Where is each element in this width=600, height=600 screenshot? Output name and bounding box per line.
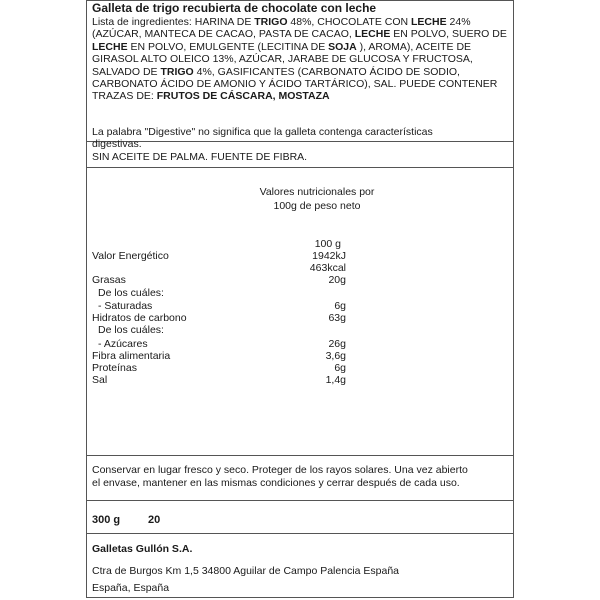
- ingredient-text: Lista de ingredientes: HARINA DE: [92, 16, 255, 28]
- allergen-text: TRIGO: [254, 16, 288, 28]
- divider: [86, 500, 514, 501]
- nutrient-label: Sal: [92, 374, 108, 386]
- country-of-origin: España, España: [92, 582, 170, 594]
- storage-instructions-cont: el envase, mantener en las mismas condiciones y cerrar después de cada uso.: [92, 477, 460, 489]
- divider: [86, 455, 514, 456]
- nutrient-value: 20g: [328, 274, 346, 286]
- nutrient-label: De los cuáles:: [98, 324, 164, 336]
- allergen-text: LECHE: [411, 16, 447, 28]
- company-address: Ctra de Burgos Km 1,5 34800 Aguilar de Campo Palencia España: [92, 565, 400, 577]
- ingredient-text: 48%, CHOCOLATE CON: [287, 16, 411, 28]
- nutrient-value: 26g: [328, 338, 346, 350]
- product-title: Galleta de trigo recubierta de chocolate con leche: [92, 1, 377, 15]
- allergen-text: SOJA: [328, 40, 357, 53]
- allergen-text: TRIGO: [160, 65, 194, 78]
- nutrition-column-header: 100 g: [314, 238, 341, 250]
- allergen-text: LECHE: [354, 28, 391, 41]
- digestive-note: La palabra "Digestive" no significa que la galleta contenga características: [92, 126, 433, 138]
- divider: [86, 141, 514, 142]
- divider: [86, 533, 514, 534]
- ingredients-list: [92, 16, 508, 103]
- ingredient-text: 4%, GASIFICANTES (CARBONATO ÁCIDO DE SODIO, CARBONATO ÁCIDO DE AMONIO Y ÁCIDO TARTÁRICO), SAL. PUEDE CONTENER TRAZAS DE:: [92, 65, 498, 103]
- nutrient-value: 1,4g: [325, 374, 346, 386]
- nutrition-header-basis: 100g de peso neto: [273, 200, 361, 212]
- allergen-text: LECHE: [92, 40, 128, 53]
- weight-code: 20: [148, 514, 161, 526]
- nutrient-label: Hidratos de carbono: [92, 312, 187, 324]
- nutrient-value: 1942kJ: [312, 250, 346, 262]
- nutrition-claims: SIN ACEITE DE PALMA. FUENTE DE FIBRA.: [92, 151, 308, 163]
- ingredient-text: 24% (AZÚCAR, MANTECA DE CACAO, PASTA DE CACAO,: [92, 16, 471, 41]
- nutrient-label: Fibra alimentaria: [92, 350, 171, 362]
- nutrition-header: Valores nutricionales por: [259, 186, 375, 198]
- nutrient-value: 6g: [334, 362, 346, 374]
- nutrient-value: 463kcal: [309, 262, 346, 274]
- divider: [86, 167, 514, 168]
- allergen-text: FRUTOS DE CÁSCARA, MOSTAZA: [156, 90, 330, 103]
- ingredient-text: ), AROMA), ACEITE DE GIRASOL ALTO OLEICO 13%, AZÚCAR, JARABE DE GLUCOSA Y FRUCTOSA, SALVADO DE: [92, 40, 473, 78]
- ingredient-text: EN POLVO, EMULGENTE (LECITINA DE: [127, 40, 329, 53]
- nutrient-label: - Saturadas: [98, 300, 153, 312]
- nutrient-value: 6g: [334, 300, 346, 312]
- storage-instructions: Conservar en lugar fresco y seco. Proteger de los rayos solares. Una vez abierto: [92, 464, 468, 476]
- company-name: Galletas Gullón S.A.: [92, 543, 193, 555]
- nutrient-label: - Azúcares: [98, 338, 148, 350]
- digestive-note-cont: digestivas.: [92, 138, 142, 150]
- nutrient-label: De los cuáles:: [98, 287, 164, 299]
- net-weight: 300 g: [92, 514, 121, 526]
- nutrient-value: 63g: [328, 312, 346, 324]
- nutrient-value: 3,6g: [325, 350, 346, 362]
- ingredient-text: EN POLVO, SUERO DE: [390, 28, 507, 41]
- nutrient-label: Grasas: [92, 274, 126, 286]
- nutrient-label: Valor Energético: [92, 250, 169, 262]
- nutrient-label: Proteínas: [92, 362, 137, 374]
